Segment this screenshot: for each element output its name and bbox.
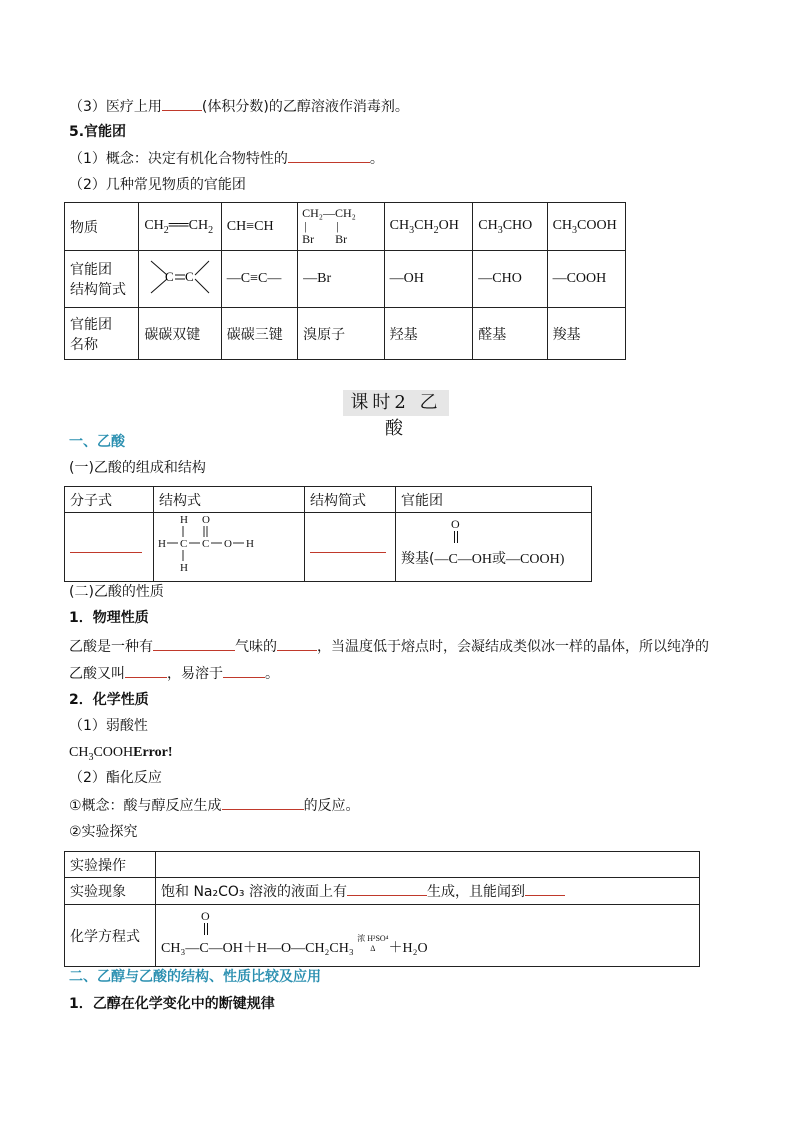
phenomenon-cell: 饱和 Na₂CO₃ 溶液的液面上有 生成，且能闻到 — [156, 878, 700, 905]
blank[interactable] — [347, 881, 427, 896]
phys-line2: 乙酸又叫 ，易溶于 。 — [69, 663, 279, 684]
substance-cell: $CH_2══CH_2$ — [139, 203, 221, 251]
section2-title: 二、乙醇与乙酸的结构、性质比较及应用 — [69, 969, 321, 985]
acetic-acid-structure — [154, 513, 302, 577]
substance-cell: $CH_3CHO$ — [473, 203, 547, 251]
ester-concept: ①概念：酸与醇反应生成 的反应。 — [69, 795, 360, 816]
item3-line: （3）医疗上用 (体积分数)的乙醇溶液作消毒剂。 — [69, 96, 409, 117]
phys-title: 1．物理性质 — [69, 610, 149, 626]
name-cell: 醛基 — [473, 308, 547, 360]
substance-cell: CH≡CH — [221, 203, 297, 251]
weak-acid-eq: $CH_3COOHError$! — [69, 745, 173, 763]
structure-cell: —Br — [298, 251, 385, 308]
name-cell: 溴原子 — [298, 308, 385, 360]
blank[interactable] — [222, 795, 304, 810]
name-cell: 碳碳双键 — [139, 308, 221, 360]
formula-blank-cell — [65, 513, 154, 582]
functional-group-cell: O 羧基(—C—OH或—COOH) — [396, 513, 592, 582]
sec5-title: 5.官能团 — [69, 124, 127, 140]
blank[interactable] — [277, 636, 317, 651]
ester-title: （2）酯化反应 — [69, 770, 162, 786]
section2-rule: 1．乙醇在化学变化中的断键规律 — [69, 996, 275, 1012]
row-label: 实验现象 — [65, 878, 156, 905]
lesson-title: 课时2 乙酸 — [343, 390, 449, 416]
blank[interactable] — [162, 96, 202, 111]
svg-text:C: C — [185, 269, 194, 284]
row-header: 物质 — [65, 203, 139, 251]
structure-cell: —C≡C— — [221, 251, 297, 308]
functional-group-table — [64, 202, 626, 360]
svg-text:C: C — [202, 538, 210, 550]
equation-cell: O CH₃—C—OH＋H—O—CH₂CH₃ 浓 H²SO⁴ Δ ＋H₂O — [156, 905, 700, 967]
operation-cell — [156, 852, 700, 878]
section1-title: 一、乙酸 — [69, 434, 125, 450]
row-header: 官能团 结构简式 — [65, 251, 139, 308]
structure-cell: —CHO — [473, 251, 547, 308]
name-cell: 羧基 — [547, 308, 625, 360]
col-header: 官能团 — [396, 487, 592, 513]
acetic-structure-table — [64, 486, 592, 582]
substance-cell: CH₂—CH₂ | | Br Br — [298, 203, 385, 251]
common-title: （2）几种常见物质的官能团 — [69, 177, 246, 193]
sub2-title: (二)乙酸的性质 — [69, 584, 164, 600]
structure-cell: —COOH — [547, 251, 625, 308]
substance-cell: $CH_3CH_2OH$ — [384, 203, 473, 251]
sub1-title: (一)乙酸的组成和结构 — [69, 460, 206, 476]
experiment-table — [64, 851, 700, 967]
structure-cell — [139, 251, 221, 308]
col-header: 结构简式 — [305, 487, 396, 513]
concept-line: （1）概念：决定有机化合物特性的 。 — [69, 148, 384, 169]
structure-cell: —OH — [384, 251, 473, 308]
structural-formula-cell — [154, 513, 305, 582]
row-label: 化学方程式 — [65, 905, 156, 967]
weak-acid-title: （1）弱酸性 — [69, 718, 148, 734]
blank[interactable] — [310, 538, 386, 553]
svg-text:H: H — [158, 538, 166, 550]
blank[interactable] — [223, 663, 265, 678]
svg-text:H: H — [180, 514, 188, 526]
col-header: 分子式 — [65, 487, 154, 513]
substance-cell: $CH_3COOH$ — [547, 203, 625, 251]
blank[interactable] — [70, 538, 142, 553]
svg-text:C: C — [165, 269, 174, 284]
blank[interactable] — [288, 148, 370, 163]
svg-text:H: H — [180, 562, 188, 574]
svg-text:O: O — [224, 538, 232, 550]
name-cell: 羟基 — [384, 308, 473, 360]
row-header: 官能团 名称 — [65, 308, 139, 360]
chem-title: 2．化学性质 — [69, 692, 149, 708]
blank[interactable] — [153, 636, 235, 651]
svg-text:O: O — [202, 514, 210, 526]
blank[interactable] — [525, 881, 565, 896]
double-bond-structure — [139, 251, 217, 303]
blank[interactable] — [125, 663, 167, 678]
reaction-condition: 浓 H²SO⁴ Δ — [357, 934, 389, 954]
phys-line1: 乙酸是一种有 气味的 ，当温度低于熔点时，会凝结成类似冰一样的晶体，所以纯净的 — [69, 636, 709, 657]
col-header: 结构式 — [154, 487, 305, 513]
svg-text:C: C — [180, 538, 188, 550]
svg-text:H: H — [246, 538, 254, 550]
simple-formula-blank-cell — [305, 513, 396, 582]
explore-title: ②实验探究 — [69, 824, 138, 840]
row-label: 实验操作 — [65, 852, 156, 878]
name-cell: 碳碳三键 — [221, 308, 297, 360]
